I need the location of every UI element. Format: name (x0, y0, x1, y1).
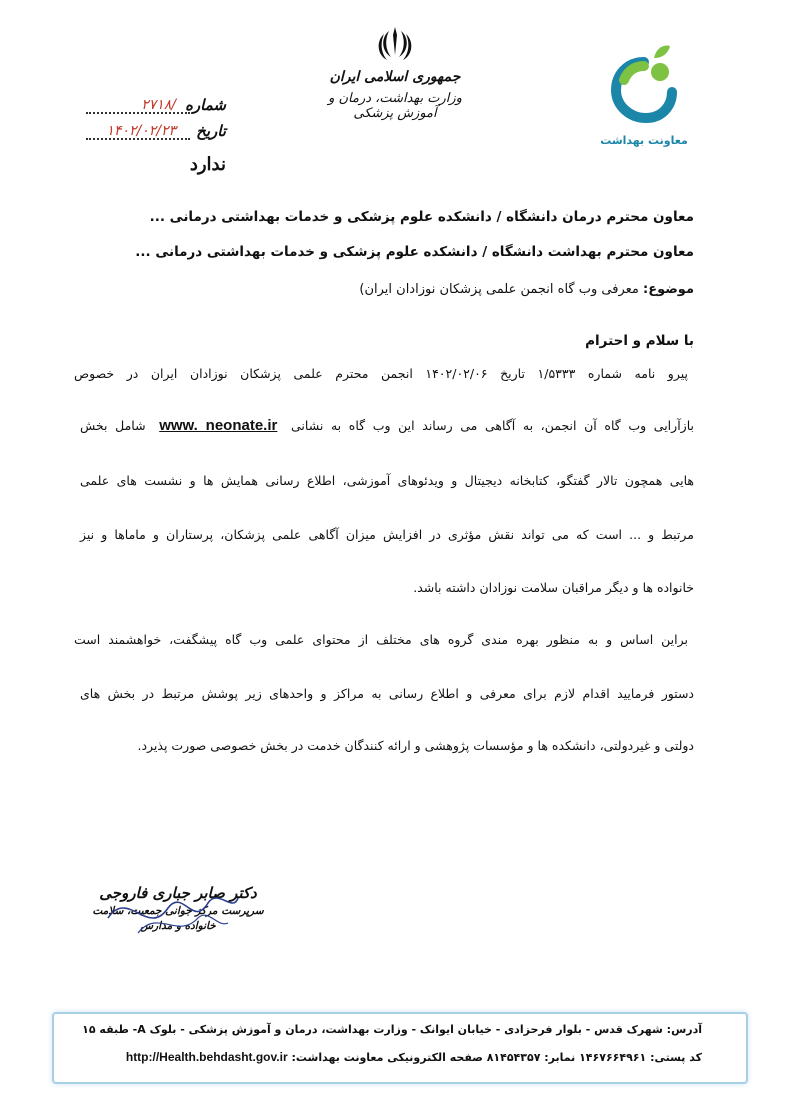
iran-emblem-icon (375, 25, 415, 63)
recipient-line-2: معاون محترم بهداشت دانشگاه / دانشکده علوم پزشکی و خدمات بهداشتی درمانی ... (135, 244, 694, 260)
number-label: شماره (185, 96, 226, 114)
letterhead-emblem (315, 25, 475, 140)
attachment-value: ندارد (189, 154, 226, 175)
subject-label: موضوع: (643, 282, 694, 297)
emblem-ministry: وزارت بهداشت، درمان و آموزش پزشکی (328, 91, 462, 121)
signature-scribble-icon (98, 878, 248, 948)
paragraph-1-line-4: مرتبط و ... است که می تواند نقش مؤثری در افزایش میزان آگاهی علمی پزشکان، پرستاران و ماماها و نیز (80, 527, 694, 542)
footer-address: آدرس: شهرک قدس - بلوار فرحزادی - خیابان ایوانک - وزارت بهداشت، درمان و آموزش پزشکی - بلوک A- طبقه ۱۵ (82, 1023, 702, 1036)
footer-contact (82, 1050, 702, 1064)
paragraph-1-line-5: خانواده ها و دیگر مراقبان سلامت نوزادان داشته باشد. (413, 580, 694, 595)
signer-name: دکتر صابر جباری فاروجی (99, 884, 257, 902)
letter-meta (86, 98, 226, 188)
date-value: ۱۴۰۲/۰۲/۲۳ (106, 123, 176, 139)
date-label: تاریخ (196, 122, 226, 140)
number-row (86, 98, 226, 118)
health-deputy-logo-icon (604, 40, 684, 132)
paragraph-1-line-2 (80, 417, 694, 434)
logo-caption: معاونت بهداشت (600, 134, 688, 147)
subject-line (74, 282, 694, 297)
number-value: /۲۷۱۸ (141, 97, 176, 113)
paragraph-2-line-3: دولتی و غیردولتی، دانشکده ها و مؤسسات پژوهشی و ارائه کنندگان خدمت در بخش خصوصی صورت پذیرد. (137, 738, 694, 753)
paragraph-1-line-1: پیرو نامه شماره ۱/۵۳۳۳ تاریخ ۱۴۰۲/۰۲/۰۶ انجمن محترم علمی پزشکان نوزادان ایران در خصوص (74, 366, 688, 381)
date-row (86, 124, 226, 144)
paragraph-1-line-3: هایی همچون تالار گفتگو، کتابخانه دیجیتال و ویدئوهای آموزشی، اطلاع رسانی همایش ها و نشست های علمی (80, 473, 694, 488)
emblem-country: جمهوری اسلامی ایران (329, 69, 461, 85)
subject-text: معرفی وب گاه انجمن علمی پزشکان نوزادان ایران) (359, 282, 639, 297)
footer-website-link[interactable]: http://Health.behdasht.gov.ir (125, 1050, 288, 1064)
letter-footer (52, 1012, 748, 1084)
paragraph-1-line-2-start: بازآرایی وب گاه آن انجمن، به آگاهی می رساند این وب گاه به نشانی (290, 418, 694, 433)
paragraph-1-line-2-end: شامل بخش (80, 418, 146, 433)
footer-postal: کد پستی: ۱۴۶۷۶۶۴۹۶۱ نمابر: ۸۱۴۵۴۳۵۷ صفحه الکترونیکی معاونت بهداشت: (291, 1051, 702, 1064)
recipient-line-1: معاون محترم درمان دانشگاه / دانشکده علوم پزشکی و خدمات بهداشتی درمانی ... (149, 209, 694, 225)
signature-block (78, 884, 278, 946)
signer-title: سرپرست مرکز جوانی جمعیت، سلامت خانواده و مدارس (92, 905, 264, 932)
health-deputy-logo (598, 40, 690, 160)
website-link[interactable]: www. neonate.ir (159, 417, 278, 434)
greeting: با سلام و احترام (585, 333, 694, 349)
paragraph-2-line-1: براین اساس و به منظور بهره مندی گروه های مختلف از محتوای علمی وب گاه پیشگفت، خواهشمند است (74, 632, 688, 647)
paragraph-2-line-2: دستور فرمایید اقدام لازم برای معرفی و اطلاع رسانی به مراکز و واحدهای زیر پوشش مرتبط در بخش های (80, 686, 694, 701)
